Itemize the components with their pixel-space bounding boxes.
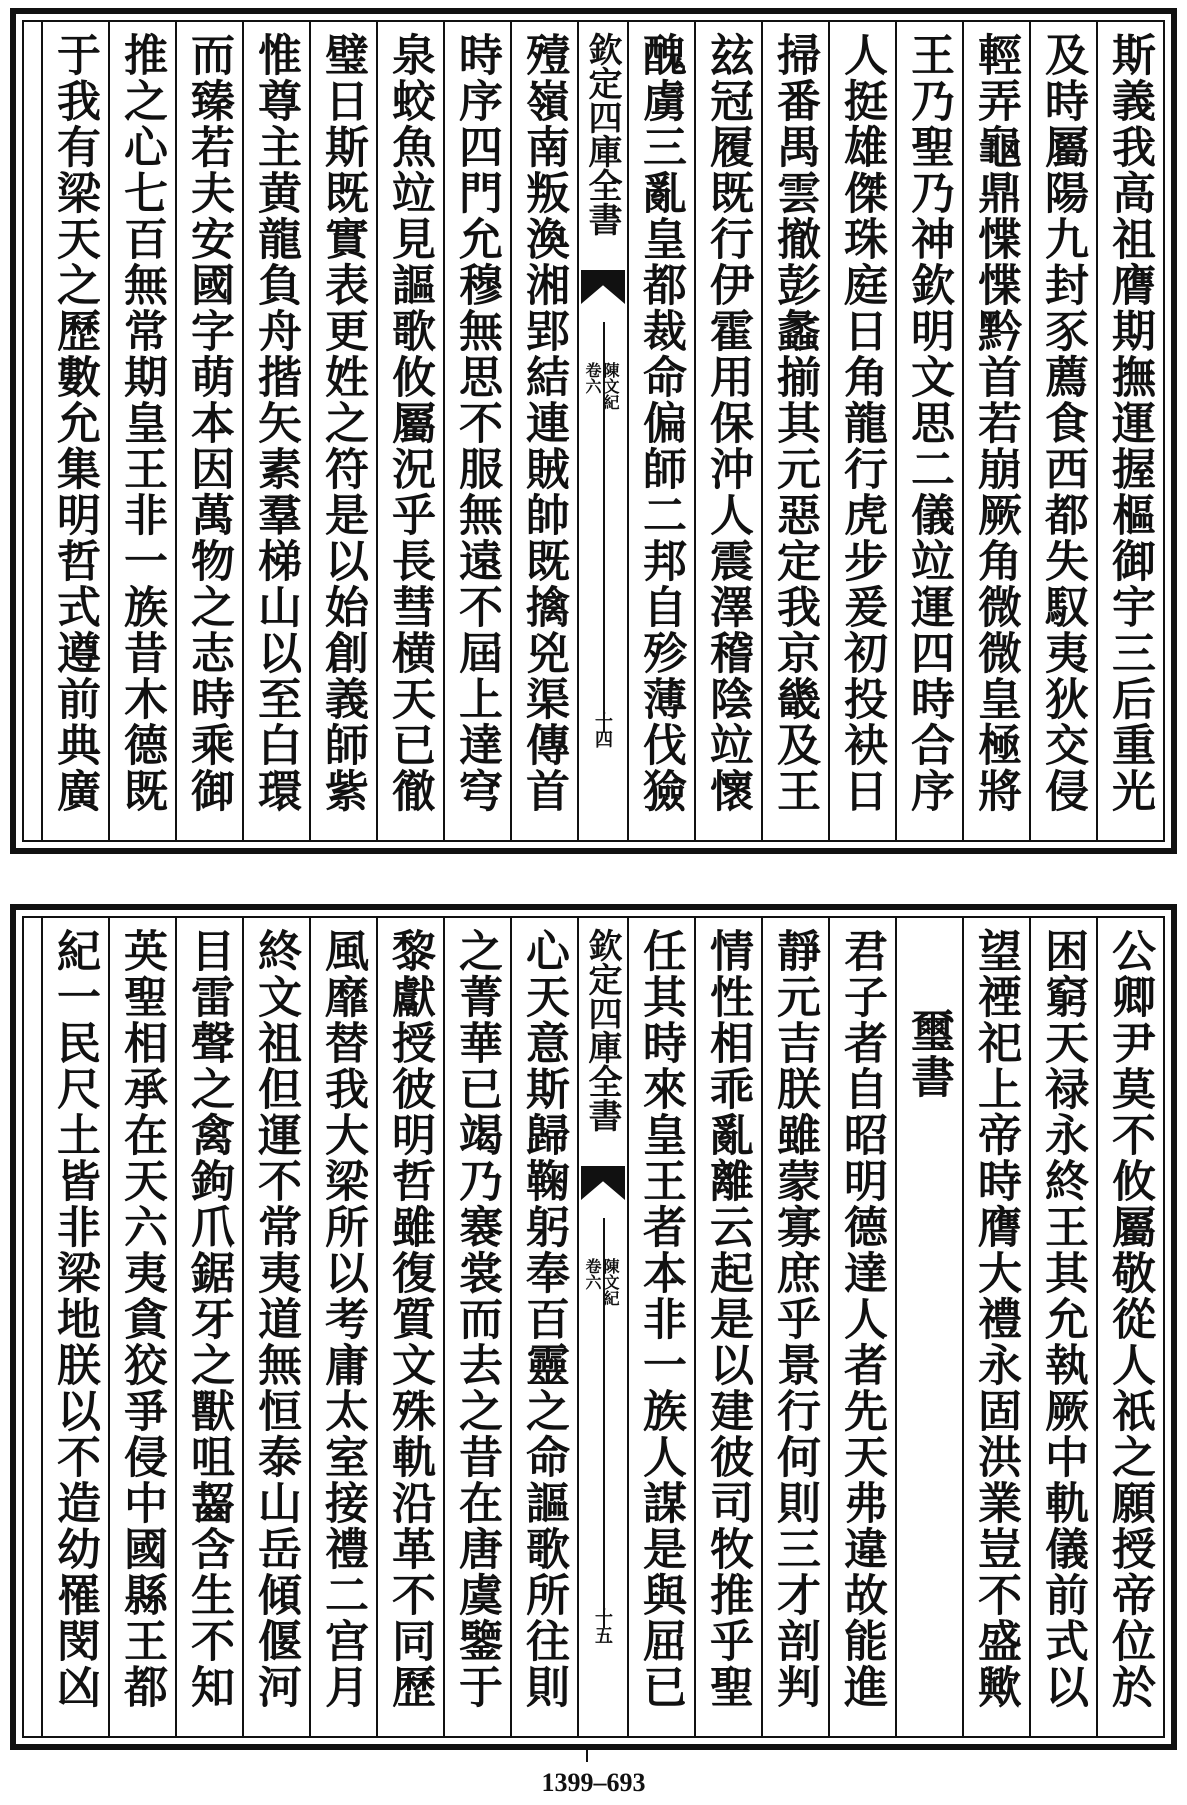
page-frame — [22, 916, 1165, 1738]
text-column — [1096, 22, 1163, 840]
text-column — [175, 22, 242, 840]
section-heading: 璽書 — [903, 1008, 954, 1100]
book-title: 欽定四庫全書 — [582, 32, 622, 236]
center-gutter — [577, 22, 627, 840]
text-column — [309, 918, 376, 1736]
column-text: 黎獻授彼明哲雖復質文殊軌沿革不同歷 — [384, 928, 435, 1710]
page-top — [10, 8, 1177, 854]
columns-top — [24, 22, 1163, 840]
column-text: 之菁華已竭乃褰裳而去之昔在唐虞鑒于 — [451, 928, 502, 1710]
column-text: 而臻若夫安國字萌本因萬物之志時乘御 — [183, 32, 234, 814]
column-text: 紀一民尺土皆非梁地朕以不造幼罹閔凶 — [49, 928, 100, 1710]
text-column — [242, 22, 309, 840]
text-column — [242, 918, 309, 1736]
text-column — [694, 918, 761, 1736]
column-text: 心天意斯歸鞠躬奉百靈之命謳歌所往則 — [518, 928, 569, 1710]
column-text: 醜虜三亂皇都裁命偏師二邦自殄薄伐獫 — [635, 32, 686, 814]
text-column — [627, 918, 694, 1736]
column-text: 情性相乖亂離云起是以建彼司牧推乎聖 — [702, 928, 753, 1710]
column-text: 君子者自昭明德達人者先天弗違故能進 — [836, 928, 887, 1710]
column-text: 及時屬陽九封豕薦食西都失馭夷狄交侵 — [1037, 32, 1088, 814]
column-text: 終文祖但運不常夷道無恒泰山岳傾偃河 — [250, 928, 301, 1710]
text-column — [828, 22, 895, 840]
text-column — [108, 22, 175, 840]
text-column — [41, 22, 108, 840]
volume-work: 陳文紀 — [601, 362, 620, 410]
column-text: 英聖相承在天六夷貪狡爭侵中國縣王都 — [116, 928, 167, 1710]
book-title: 欽定四庫全書 — [582, 928, 622, 1132]
columns-bottom — [24, 918, 1163, 1736]
column-text: 王乃聖乃神欽明文思二儀竝運四時合序 — [903, 32, 954, 814]
column-text: 目雷聲之禽鉤爪鋸牙之獸咀齧含生不知 — [183, 928, 234, 1710]
column-text: 推之心七百無常期皇王非一族昔木德既 — [116, 32, 167, 814]
volume-juan: 卷六 — [583, 362, 602, 394]
column-text: 公卿尹莫不攸屬敬從人祇之願授帝位於 — [1104, 928, 1155, 1710]
text-column — [108, 918, 175, 1736]
text-column — [175, 918, 242, 1736]
folio-number: 十四 — [592, 712, 613, 748]
text-column — [895, 918, 962, 1736]
column-text: 于我有梁天之歷數允集明哲式遵前典廣 — [49, 32, 100, 814]
text-column — [41, 918, 108, 1736]
column-text: 任其時來皇王者本非一族人謀是與屈已 — [635, 928, 686, 1710]
column-text: 人挺雄傑珠庭日角龍行虎步爰初投袂日 — [836, 32, 887, 814]
text-column — [761, 22, 828, 840]
column-text: 困窮天禄永終王其允執厥中軌儀前式以 — [1037, 928, 1088, 1710]
fish-tail-mark — [581, 1166, 625, 1200]
text-column — [627, 22, 694, 840]
column-text: 望禋祀上帝時膺大禮永固洪業豈不盛歟 — [970, 928, 1021, 1710]
text-column — [962, 918, 1029, 1736]
fish-tail-mark — [581, 270, 625, 304]
column-text: 泉蛟魚竝見謳歌攸屬況乎長彗横天已徹 — [384, 32, 435, 814]
column-text: 惟尊主黄龍負舟揩矢素羣梯山以至白環 — [250, 32, 301, 814]
column-text: 玆冠履既行伊霍用保沖人震澤稽陰竝懷 — [702, 32, 753, 814]
column-text: 殪嶺南叛渙湘郢結連賊帥既擒兇渠傳首 — [518, 32, 569, 814]
text-column — [1029, 918, 1096, 1736]
text-column — [510, 22, 577, 840]
column-text: 風靡替我大梁所以考庸太室接禮二宫月 — [317, 928, 368, 1710]
text-column — [895, 22, 962, 840]
text-column — [376, 918, 443, 1736]
column-text: 璧日斯既實表更姓之符是以始創義師紫 — [317, 32, 368, 814]
text-column — [510, 918, 577, 1736]
column-text: 輕弄龜鼎惵惵黔首若崩厥角微微皇極將 — [970, 32, 1021, 814]
page-frame — [22, 20, 1165, 842]
text-column — [828, 918, 895, 1736]
text-column — [761, 918, 828, 1736]
column-text: 斯義我高祖膺期撫運握樞御宇三后重光 — [1104, 32, 1155, 814]
text-column — [694, 22, 761, 840]
center-gutter — [577, 918, 627, 1736]
text-column — [376, 22, 443, 840]
page-number: 1399–693 — [541, 1768, 646, 1797]
volume-juan: 卷六 — [583, 1258, 602, 1290]
folio-number: 十五 — [592, 1608, 613, 1644]
text-column — [443, 22, 510, 840]
text-column — [962, 22, 1029, 840]
column-text: 掃番禺雲撤彭蠡揃其元惡定我京畿及王 — [769, 32, 820, 814]
column-text: 靜元吉朕雖蒙寡庶乎景行何則三才剖判 — [769, 928, 820, 1710]
text-column — [309, 22, 376, 840]
volume-work: 陳文紀 — [601, 1258, 620, 1306]
page-bottom — [10, 904, 1177, 1750]
text-column — [1029, 22, 1096, 840]
text-column — [443, 918, 510, 1736]
footer-tick — [586, 1750, 588, 1762]
column-text: 時序四門允穆無思不服無遠不屆上達穹 — [451, 32, 502, 814]
text-column — [1096, 918, 1163, 1736]
